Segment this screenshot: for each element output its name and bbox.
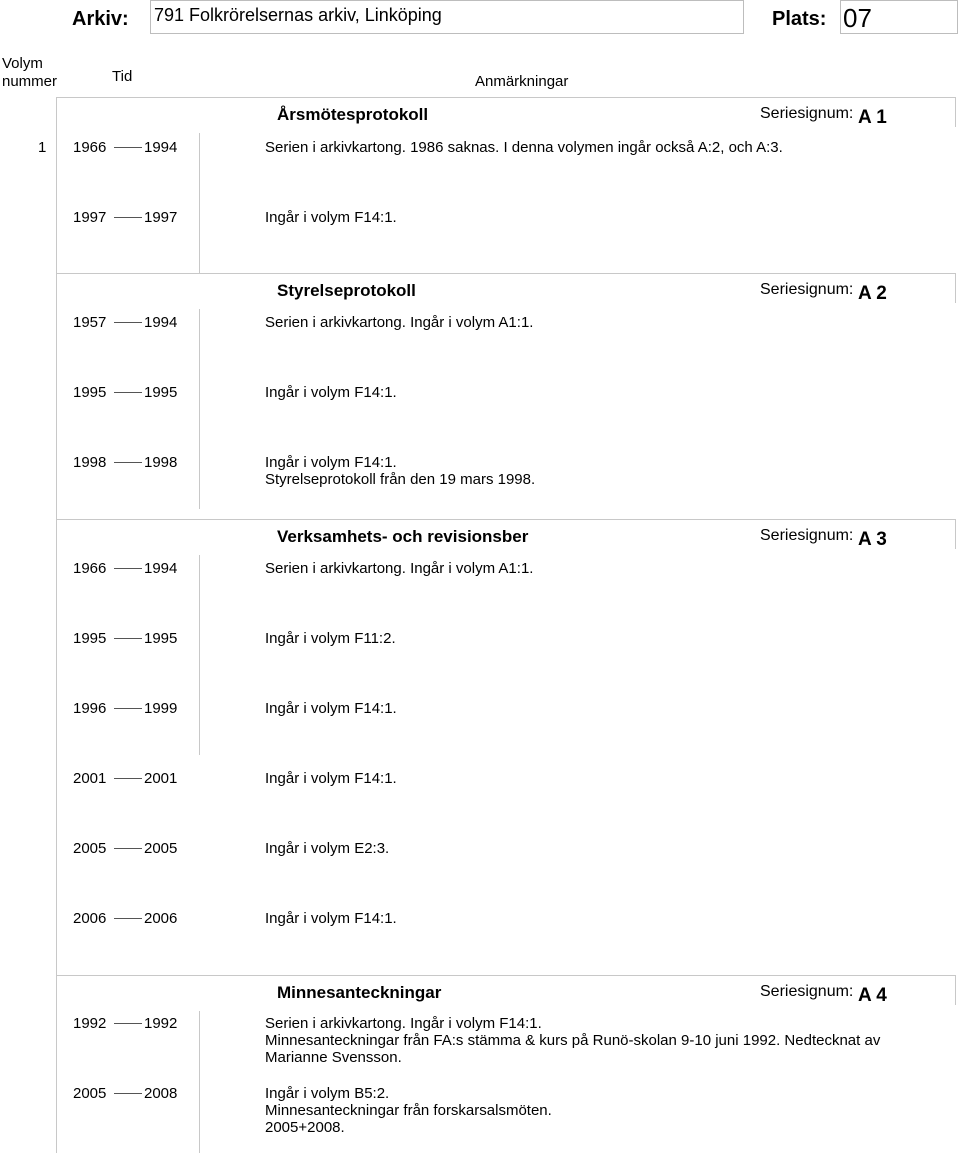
remark-line: Ingår i volym E2:3.	[265, 840, 390, 857]
range-dash	[114, 462, 142, 463]
remark-line: Ingår i volym F14:1.	[265, 910, 397, 927]
year-from: 1995	[73, 384, 107, 401]
year-from: 2005	[73, 840, 107, 857]
col-anmarkningar: Anmärkningar	[475, 73, 569, 90]
year-from: 1957	[73, 314, 107, 331]
year-from: 1997	[73, 209, 107, 226]
seriesignum-label: Seriesignum:	[760, 983, 854, 1000]
year-from: 2001	[73, 770, 107, 787]
volume-number: 1	[38, 139, 47, 156]
column-divider	[199, 133, 200, 273]
range-dash	[114, 1023, 142, 1024]
remark-line: Ingår i volym F14:1.	[265, 384, 397, 401]
year-from: 1998	[73, 454, 107, 471]
series-title: Årsmötesprotokoll	[277, 105, 429, 124]
year-to: 2005	[144, 840, 178, 857]
column-divider	[56, 97, 57, 273]
range-dash	[114, 708, 142, 709]
year-to: 1995	[144, 384, 178, 401]
series-divider	[56, 519, 956, 520]
remark-line: 2005+2008.	[265, 1119, 345, 1136]
remark-line: Serien i arkivkartong. Ingår i volym A1:1.	[265, 314, 534, 331]
column-divider	[56, 975, 57, 1153]
year-from: 1992	[73, 1015, 107, 1032]
year-to: 2008	[144, 1085, 178, 1102]
year-to: 1999	[144, 700, 178, 717]
remark-line: Serien i arkivkartong. Ingår i volym A1:1.	[265, 560, 534, 577]
series-divider	[56, 273, 956, 274]
seriesignum-value: A 2	[858, 283, 887, 304]
range-dash	[114, 217, 142, 218]
column-divider	[955, 519, 956, 549]
column-divider	[199, 1011, 200, 1153]
column-divider	[199, 309, 200, 509]
column-divider	[199, 555, 200, 755]
year-to: 2001	[144, 770, 178, 787]
range-dash	[114, 638, 142, 639]
year-to: 1994	[144, 314, 178, 331]
seriesignum-label: Seriesignum:	[760, 105, 854, 122]
arkiv-label: Arkiv:	[72, 8, 129, 30]
seriesignum-value: A 1	[858, 107, 887, 128]
year-to: 1995	[144, 630, 178, 647]
range-dash	[114, 918, 142, 919]
remark-line: Serien i arkivkartong. 1986 saknas. I denna volymen ingår också A:2, och A:3.	[265, 139, 783, 156]
col-volym-line1: Volym	[2, 55, 43, 72]
series-title: Minnesanteckningar	[277, 983, 442, 1002]
remark-line: Ingår i volym F11:2.	[265, 630, 396, 647]
column-divider	[56, 519, 57, 975]
arkiv-value: 791 Folkrörelsernas arkiv, Linköping	[154, 5, 442, 25]
series-title: Verksamhets- och revisionsber	[277, 527, 529, 546]
year-from: 1995	[73, 630, 107, 647]
year-from: 2005	[73, 1085, 107, 1102]
plats-value: 07	[843, 3, 872, 33]
remark-line: Ingår i volym F14:1.	[265, 700, 397, 717]
year-from: 1966	[73, 560, 107, 577]
remark-line: Serien i arkivkartong. Ingår i volym F14:1.	[265, 1015, 542, 1032]
year-from: 1966	[73, 139, 107, 156]
year-from: 2006	[73, 910, 107, 927]
year-to: 1998	[144, 454, 178, 471]
arkiv-field	[150, 0, 744, 34]
remark-line: Ingår i volym F14:1.	[265, 770, 397, 787]
column-divider	[955, 97, 956, 127]
range-dash	[114, 322, 142, 323]
range-dash	[114, 848, 142, 849]
year-to: 1992	[144, 1015, 178, 1032]
range-dash	[114, 392, 142, 393]
remark-line: Minnesanteckningar från forskarsalsmöten.	[265, 1102, 552, 1119]
remark-line: Ingår i volym F14:1.	[265, 209, 397, 226]
column-divider	[56, 273, 57, 519]
col-tid: Tid	[112, 68, 133, 85]
year-to: 1997	[144, 209, 178, 226]
seriesignum-value: A 3	[858, 529, 887, 550]
year-to: 1994	[144, 139, 178, 156]
range-dash	[114, 147, 142, 148]
series-divider	[56, 975, 956, 976]
col-volym-line2: nummer	[2, 73, 58, 90]
column-divider	[955, 273, 956, 303]
range-dash	[114, 1093, 142, 1094]
range-dash	[114, 778, 142, 779]
plats-label: Plats:	[772, 8, 827, 30]
remark-line: Ingår i volym B5:2.	[265, 1085, 390, 1102]
year-to: 2006	[144, 910, 178, 927]
remark-line: Minnesanteckningar från FA:s stämma & kurs på Runö-skolan 9-10 juni 1992. Nedtecknat av	[265, 1032, 881, 1049]
range-dash	[114, 568, 142, 569]
series-divider	[56, 97, 956, 98]
remark-line: Styrelseprotokoll från den 19 mars 1998.	[265, 471, 536, 488]
seriesignum-label: Seriesignum:	[760, 281, 854, 298]
year-from: 1996	[73, 700, 107, 717]
seriesignum-label: Seriesignum:	[760, 527, 854, 544]
remark-line: Ingår i volym F14:1.	[265, 454, 397, 471]
column-divider	[955, 975, 956, 1005]
series-title: Styrelseprotokoll	[277, 281, 416, 300]
plats-field	[840, 0, 958, 34]
year-to: 1994	[144, 560, 178, 577]
seriesignum-value: A 4	[858, 985, 887, 1006]
remark-line: Marianne Svensson.	[265, 1049, 402, 1066]
